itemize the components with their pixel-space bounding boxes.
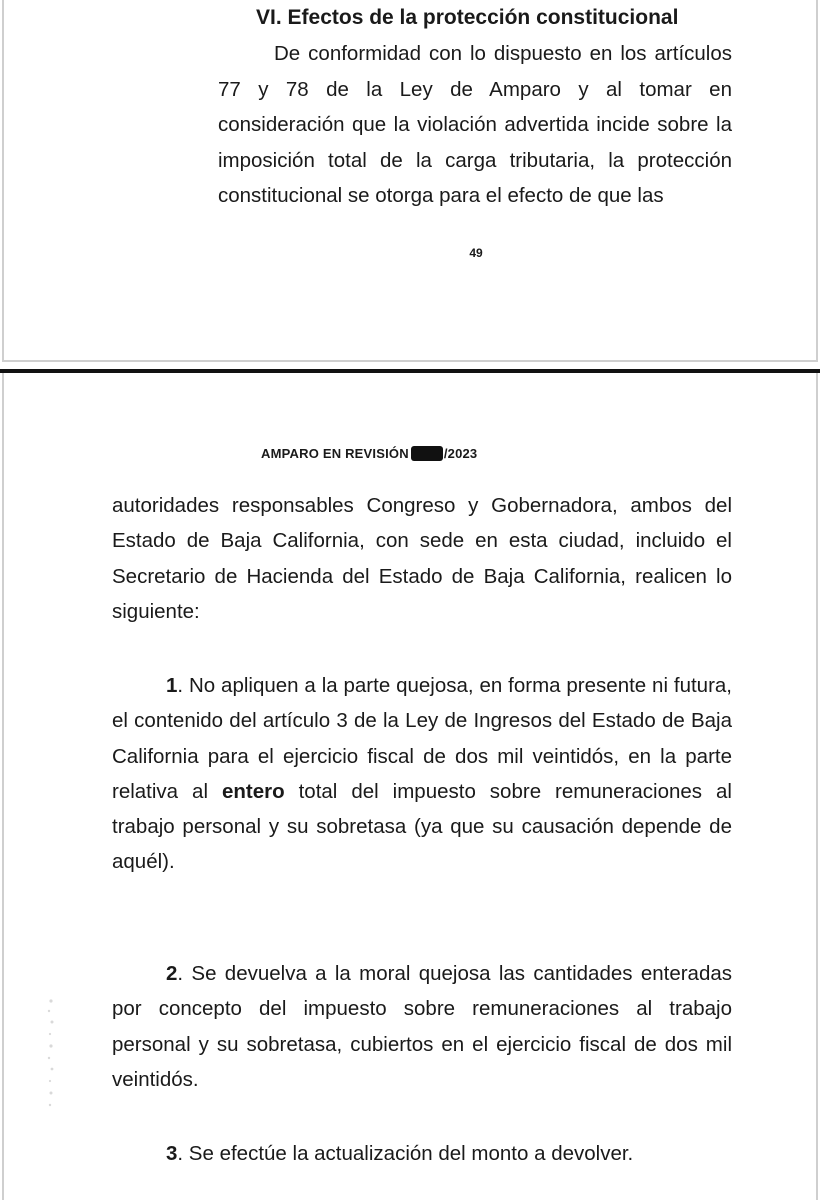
page-number: 49: [469, 246, 483, 260]
item-number-3: 3: [166, 1142, 178, 1165]
top-paragraph: De conformidad con lo dispuesto en los artículos 77 y 78 de la Ley de Amparo y al tomar en consideración que la violación advertida incide sobre la imposición total de la carga tributaria, la protección constitucional se otorga para el efecto de que las: [218, 42, 732, 207]
running-head-suffix: /2023: [443, 446, 478, 461]
item-1-bold-word: entero: [221, 779, 285, 803]
item-1-text-after: total del impuesto sobre remuneraciones al trabajo personal y su sobretasa (ya que su causación depende de aquél).: [112, 779, 732, 874]
list-item-1: [112, 668, 732, 880]
list-item-2: [112, 956, 732, 1097]
margin-stamp-marks: [44, 995, 58, 1115]
item-1-text-before: . No apliquen a la parte quejosa, en forma presente ni futura, el contenido del artículo 3 de la Ley de Ingresos del Estado de Baja California para el ejercicio fiscal de dos mil veintidós, en la parte relativa al: [112, 674, 732, 803]
document-page-bottom: [2, 373, 818, 1200]
list-item-3: [112, 1136, 732, 1171]
redaction-mark: [411, 446, 443, 461]
running-head-prefix: AMPARO EN REVISIÓN: [261, 446, 409, 461]
document-page-top: [2, 0, 818, 362]
item-number-1: 1: [166, 674, 178, 697]
continuation-paragraph: autoridades responsables Congreso y Gobernadora, ambos del Estado de Baja California, con sede en esta ciudad, incluido el Secretario de Hacienda del Estado de Baja California, realicen lo siguiente:: [112, 494, 732, 623]
running-head: [261, 446, 477, 461]
item-number-2: 2: [166, 962, 178, 985]
item-3-text: . Se efectúe la actualización del monto a devolver.: [177, 1142, 634, 1165]
item-2-text: . Se devuelva a la moral quejosa las cantidades enteradas por concepto del impuesto sobre remuneraciones al trabajo personal y su sobretasa, cubiertos en el ejercicio fiscal de dos mil veintidós.: [112, 962, 732, 1091]
section-heading: VI. Efectos de la protección constitucional: [256, 6, 679, 29]
